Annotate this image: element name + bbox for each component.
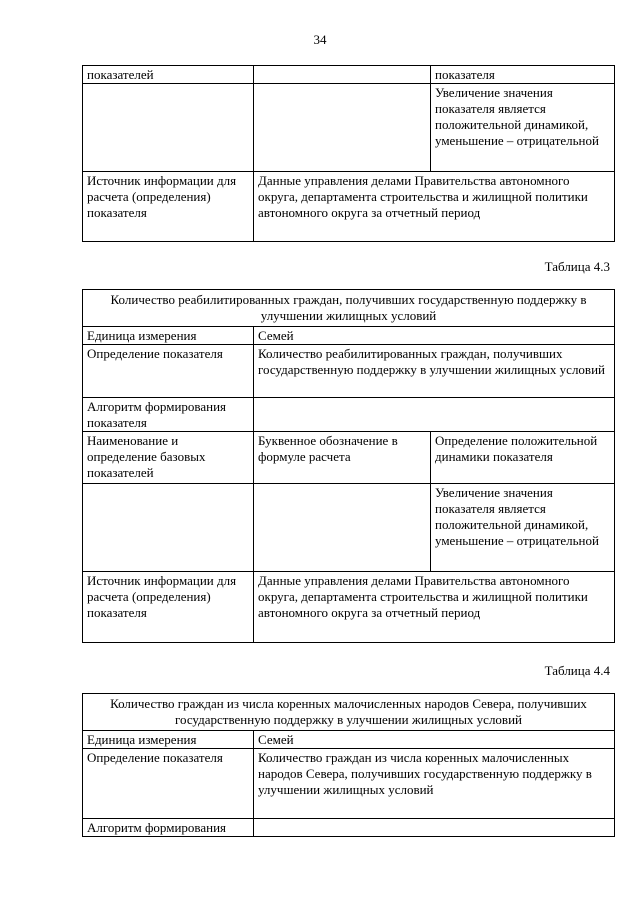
table-caption: Таблица 4.3 [544,259,610,274]
table-header: Количество граждан из числа коренных малочисленных народов Севера, получивших государственную поддержку в улучшении жилищных условий [83,694,615,731]
unit-label: Единица измерения [83,731,254,749]
definition-label: Определение показателя [83,345,254,398]
source-label: Источник информации для расчета (определения) показателя [83,172,254,242]
table-row [83,432,615,484]
table-4-4 [82,693,615,837]
table-cell: показателей [83,66,254,84]
table-row [83,819,615,837]
table-4-3 [82,289,615,643]
table-row [83,484,615,572]
table-row [83,749,615,819]
table-row [83,327,615,345]
unit-value: Семей [254,731,615,749]
source-value: Данные управления делами Правительства автономного округа, департамента строительства и жилищной политики автономного округа за отчетный период [254,572,615,643]
table-row [83,290,615,327]
definition-value: Количество граждан из числа коренных малочисленных народов Севера, получивших государственную поддержку в улучшении жилищных условий [254,749,615,819]
source-label: Источник информации для расчета (определения) показателя [83,572,254,643]
table-cell [254,84,431,172]
letter-designation-header: Буквенное обозначение в формуле расчета [254,432,431,484]
table-row [83,572,615,643]
positive-dynamics-header: Определение положительной динамики показателя [431,432,615,484]
definition-value: Количество реабилитированных граждан, получивших государственную поддержку в улучшении жилищных условий [254,345,615,398]
algorithm-value [254,819,615,837]
algorithm-label: Алгоритм формирования показателя [83,398,254,432]
source-value: Данные управления делами Правительства автономного округа, департамента строительства и жилищной политики автономного округа за отчетный период [254,172,615,242]
unit-label: Единица измерения [83,327,254,345]
table-cell: Увеличение значения показателя является положительной динамикой, уменьшение – отрицательной [431,84,615,172]
table-cell [254,66,431,84]
table-row [83,345,615,398]
table-continuation [82,65,615,242]
dynamics-value: Увеличение значения показателя является положительной динамикой, уменьшение – отрицательной [431,484,615,572]
table-row [83,398,615,432]
algorithm-label: Алгоритм формирования [83,819,254,837]
table-row [83,694,615,731]
algorithm-value [254,398,615,432]
page-number: 34 [313,32,327,47]
table-row [83,84,615,172]
definition-label: Определение показателя [83,749,254,819]
table-cell [254,484,431,572]
table-header: Количество реабилитированных граждан, получивших государственную поддержку в улучшении жилищных условий [83,290,615,327]
table-caption: Таблица 4.4 [544,663,610,678]
table-row [83,172,615,242]
base-indicators-label: Наименование и определение базовых показателей [83,432,254,484]
table-cell [83,84,254,172]
table-row [83,66,615,84]
table-row [83,731,615,749]
table-cell: показателя [431,66,615,84]
unit-value: Семей [254,327,615,345]
table-cell [83,484,254,572]
